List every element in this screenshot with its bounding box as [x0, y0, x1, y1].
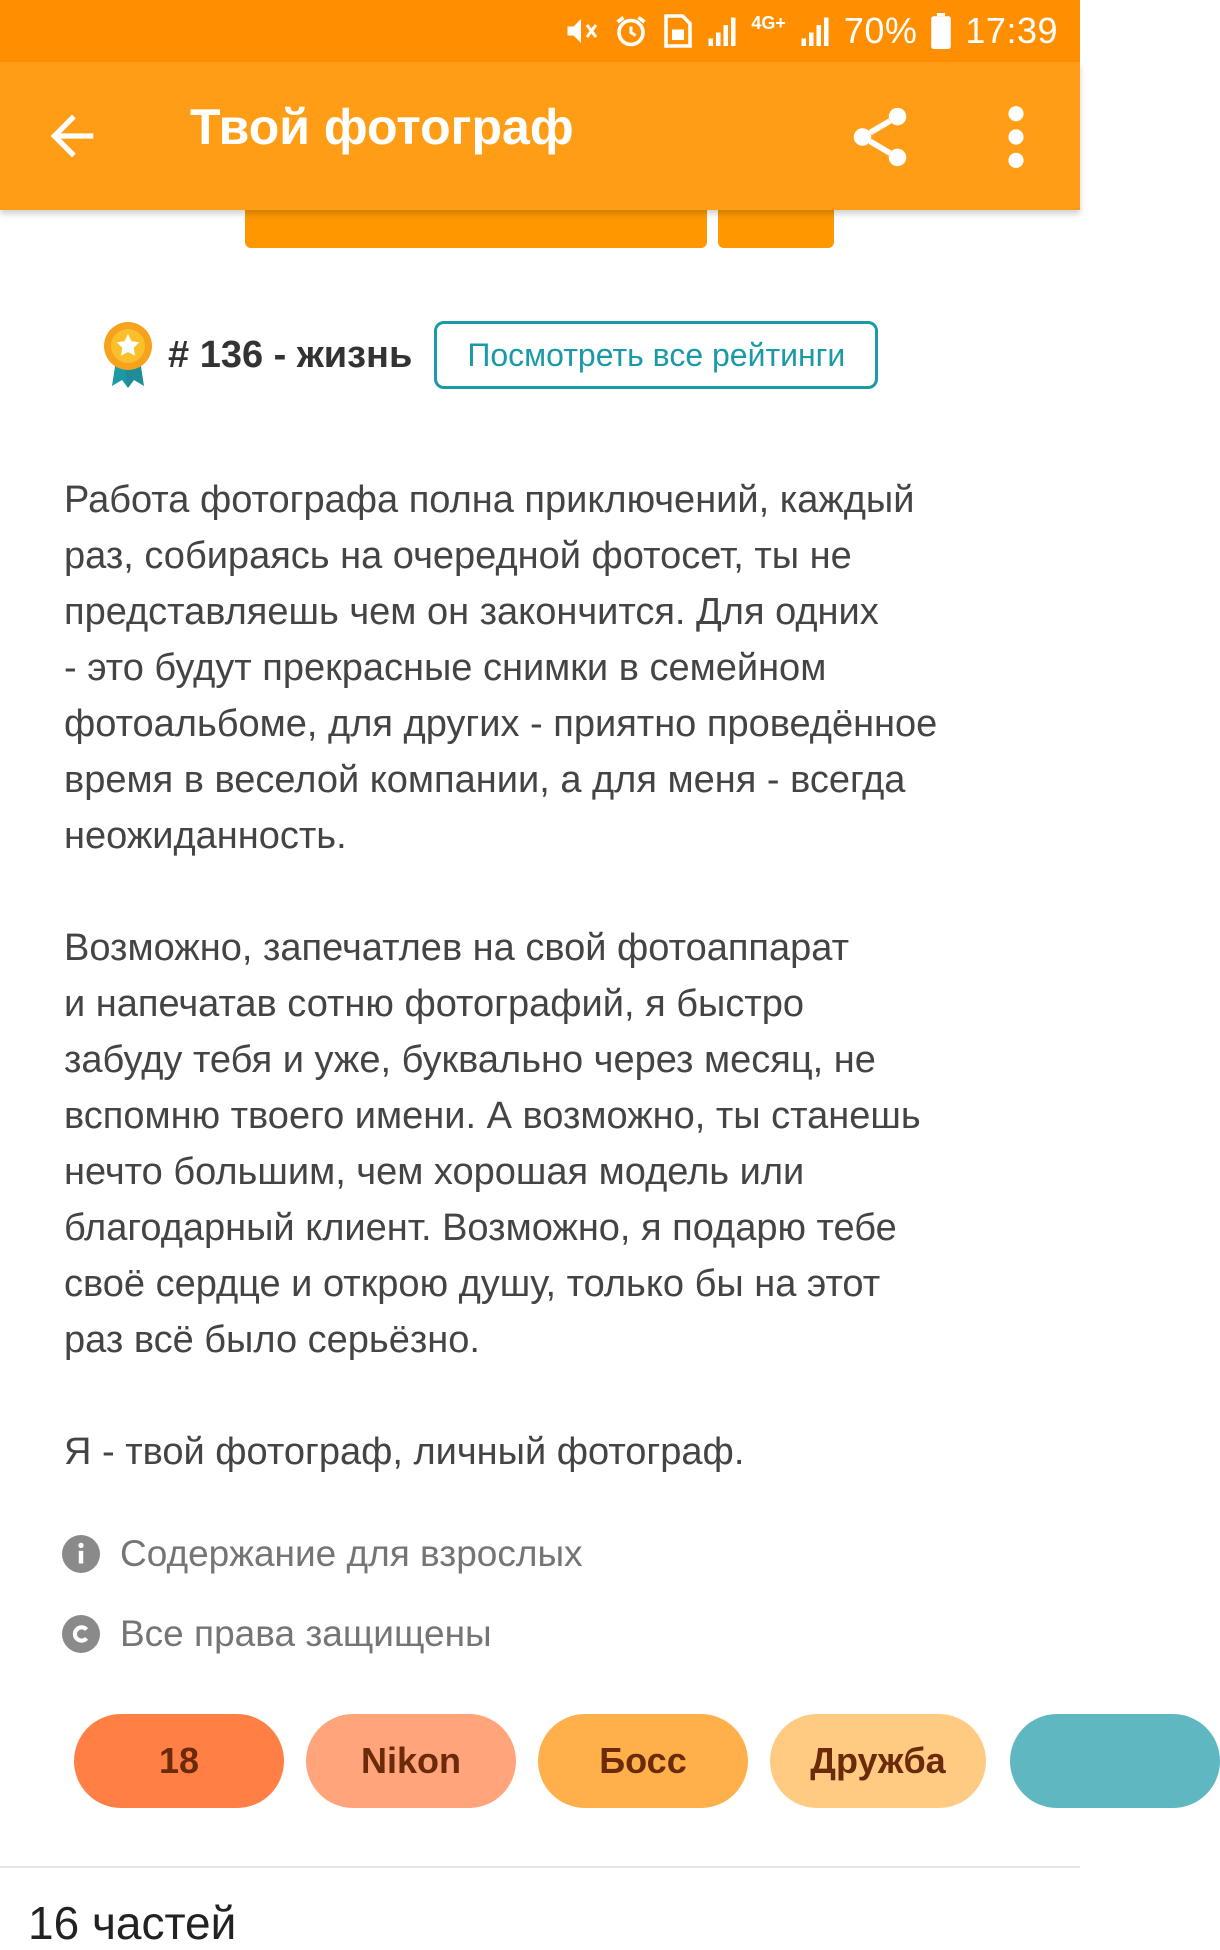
- copyright-icon: [62, 1615, 100, 1653]
- mute-icon: [563, 13, 599, 49]
- back-arrow-icon[interactable]: [40, 104, 104, 168]
- view-all-ratings-button[interactable]: Посмотреть все рейтинги: [434, 321, 878, 389]
- signal-icon: [707, 14, 737, 48]
- copyright-row: [62, 1613, 492, 1655]
- description-paragraph: Работа фотографа полна приключений, каждый раз, собираясь на очередной фотосет, ты не представляешь чем он закончится. Для одних - это будут прекрасные снимки в семейном фотоальбоме, для других - приятно проведённое время в веселой компании, а для меня - всегда неожиданность.: [64, 479, 938, 857]
- description-paragraph: Я - твой фотограф, личный фотограф.: [64, 1431, 745, 1473]
- more-vert-icon[interactable]: [1000, 102, 1032, 172]
- parts-count[interactable]: 16 частей: [28, 1897, 237, 1949]
- tag-chip[interactable]: [1010, 1714, 1220, 1808]
- clock: 17:39: [965, 10, 1058, 51]
- tag-label: Nikon: [360, 1740, 461, 1781]
- tag-label: Босс: [599, 1740, 687, 1781]
- battery-percent: 70%: [843, 10, 918, 51]
- rank-label: # 136 - жизнь: [168, 333, 413, 376]
- tag-chip[interactable]: [770, 1714, 986, 1808]
- copyright-label: Все права защищены: [120, 1613, 492, 1654]
- app-bar: [0, 62, 1080, 210]
- mature-content-label: Содержание для взрослых: [120, 1533, 583, 1574]
- tag-chip[interactable]: [306, 1714, 516, 1808]
- medal-icon: [100, 320, 156, 390]
- battery-icon: [931, 13, 951, 49]
- description-paragraph: Возможно, запечатлев на свой фотоаппарат и напечатав сотню фотографий, я быстро забуду тебя и уже, буквально через месяц, не вспомню твоего имени. А возможно, ты станешь нечто большим, чем хорошая модель или благодарный клиент. Возможно, я подарю тебе своё сердце и открою душу, только бы на этот раз всё было серьёзно.: [64, 927, 921, 1361]
- story-description: [64, 472, 1004, 1536]
- share-icon[interactable]: [845, 102, 915, 172]
- ranking-row: [100, 318, 878, 392]
- network-type-label: 4G+: [751, 12, 786, 33]
- tags-row: [74, 1714, 1080, 1810]
- signal-icon: [800, 14, 830, 48]
- info-icon: [62, 1535, 100, 1573]
- status-bar: [0, 0, 1080, 62]
- alarm-icon: [613, 13, 649, 49]
- tag-chip[interactable]: [74, 1714, 284, 1808]
- tag-label: Дружба: [810, 1740, 946, 1781]
- page-title: Твой фотограф: [190, 99, 574, 155]
- tag-label: 18: [158, 1740, 200, 1781]
- tag-chip[interactable]: [538, 1714, 748, 1808]
- divider: [0, 1866, 1080, 1868]
- sim-icon: [663, 13, 693, 49]
- mature-content-row: [62, 1533, 583, 1575]
